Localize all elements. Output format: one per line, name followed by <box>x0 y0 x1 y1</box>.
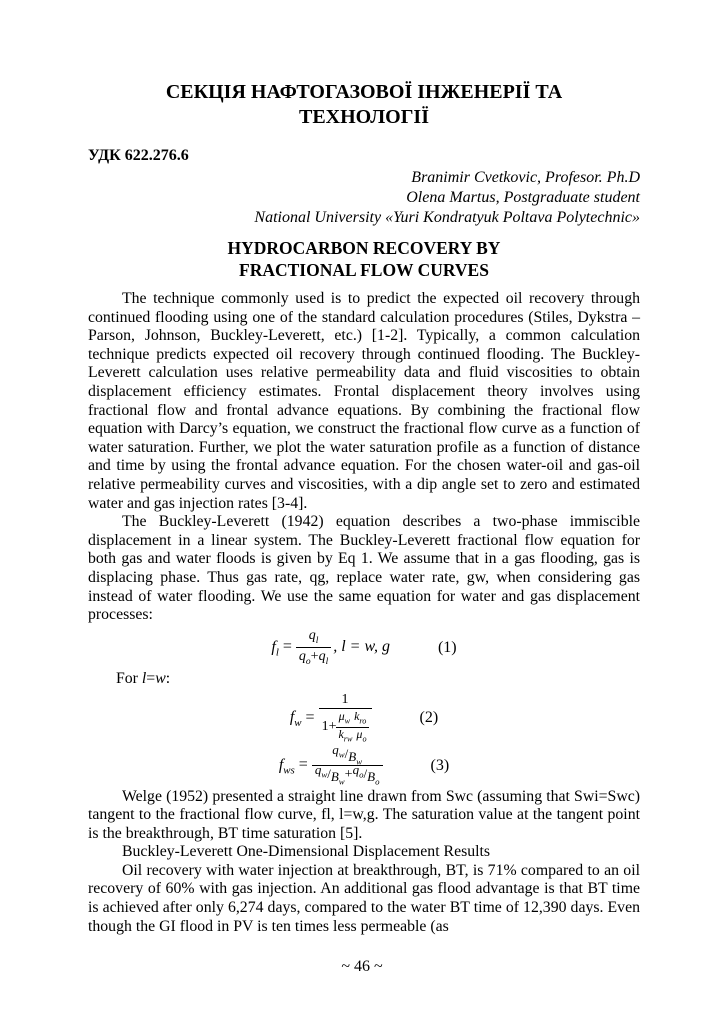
section-heading-line-1: СЕКЦІЯ НАФТОГАЗОВОЇ ІНЖЕНЕРІЇ ТА <box>165 81 563 103</box>
results-subheading: Buckley-Leverett One-Dimensional Displacement Results <box>122 843 491 861</box>
equation-3-lhs: f <box>278 756 284 774</box>
paragraph-welge: Welge (1952) presented a straight line drawn from Swc (assuming that Swi=Swc) tangent to the fractional flow curve, fl, l=w,g. The saturation value at the tangent point is the breakthrough, BT time saturation [5]. <box>88 787 640 842</box>
udc-code: УДК 622.276.6 <box>88 147 189 164</box>
equation-2-fraction: 1 1+ $\frac{\mu_w k_{ro}}{k_{rw} \mu_o}$ <box>319 692 372 744</box>
author-affiliation: National University «Yuri Kondratyuk Poltava Polytechnic» <box>254 209 640 226</box>
equation-2-lhs: f <box>289 708 295 726</box>
paragraph-buckley-leverett: The Buckley-Leverett (1942) equation describes a two-phase immiscible displacement in a linear system. The Buckley-Leverett fractional flow equation for both gas and water floods is given by Eq 1. We assume that in a gas flooding, gas is displacing phase. Thus gas rate, qg, replace water rate, gw, when considering gas instead of water flooding. We use the same equation for water and gas displacement processes: <box>88 513 640 624</box>
equation-1-fraction: $\frac{q_l}{q_o+q_l}$ <box>296 628 331 668</box>
equation-3-body: $f_{ws}$ = $\frac{q_w/B_w}{q_w/B_w+q_o/B_o}$ <box>279 747 383 785</box>
equation-1-lhs: f <box>271 638 276 656</box>
equation-3-fraction: $\frac{q_w/B_w}{q_w/B_w+q_o/B_o}$ <box>312 747 383 785</box>
article-body <box>88 290 640 936</box>
equation-3-label: (3) <box>430 756 450 774</box>
section-heading <box>88 80 640 130</box>
equation-2-label: (2) <box>419 709 439 727</box>
author-block <box>88 168 640 228</box>
for-condition-line: For l=w: <box>116 670 171 688</box>
article-title <box>88 237 640 281</box>
paragraph-results: Oil recovery with water injection at breakthrough, BT, is 71% compared to an oil recovery of 60% with gas injection. An additional gas flood advantage is that BT time is achieved after only 6,274 days, compared to the water BT time of 12,390 days. Even though the GI flood in PV is ten times less permeable (as <box>88 861 640 935</box>
equation-2-inner-fraction: $\frac{\mu_w k_{ro}}{k_{rw} \mu_o}$ <box>338 709 367 743</box>
article-title-line-2: FRACTIONAL FLOW CURVES <box>239 260 489 280</box>
equation-1-body: $f_l$ = $\frac{q_l}{q_o+q_l}$ , l = w, g <box>271 627 390 667</box>
author-line-1: Branimir Cvetkovic, Profesor. Ph.D <box>411 169 640 186</box>
equation-2-body: $f_w$ = 1 1+ $\frac{\mu_w k_{ro}}{k_{rw} \mu_o}$ <box>290 692 372 744</box>
page-content <box>88 0 640 936</box>
section-heading-line-2: ТЕХНОЛОГІЇ <box>299 106 429 128</box>
paragraph-intro: The technique commonly used is to predict the expected oil recovery through continued flooding using one of the standard calculation procedures (Stiles, Dykstra –Parson, Johnson, Buckley-Leverett, etc.) [1-2]. Typically, a common calculation technique predicts expected oil recovery through continued flooding. The Buckley-Leverett calculation uses relative permeability data and fluid viscosities to obtain displacement efficiency estimates. Frontal displacement theory involves using fractional flow and frontal advance equations. By combining the fractional flow equation with Darcy’s equation, we construct the fractional flow curve as a function of water saturation. Further, we plot the water saturation profile as a function of distance and time by using the frontal advance equation. For the chosen water-oil and gas-oil relative permeability curves and viscosities, with a dip angle set to zero and estimated water and gas injection rates [3-4]. <box>88 290 640 512</box>
equation-2 <box>88 692 640 744</box>
page-number: ~ 46 ~ <box>341 958 383 975</box>
article-title-line-1: HYDROCARBON RECOVERY BY <box>227 238 501 258</box>
equation-1 <box>88 628 640 668</box>
equation-1-label: (1) <box>437 638 457 656</box>
equation-3 <box>88 741 640 787</box>
author-line-2: Olena Martus, Postgraduate student <box>406 189 640 206</box>
